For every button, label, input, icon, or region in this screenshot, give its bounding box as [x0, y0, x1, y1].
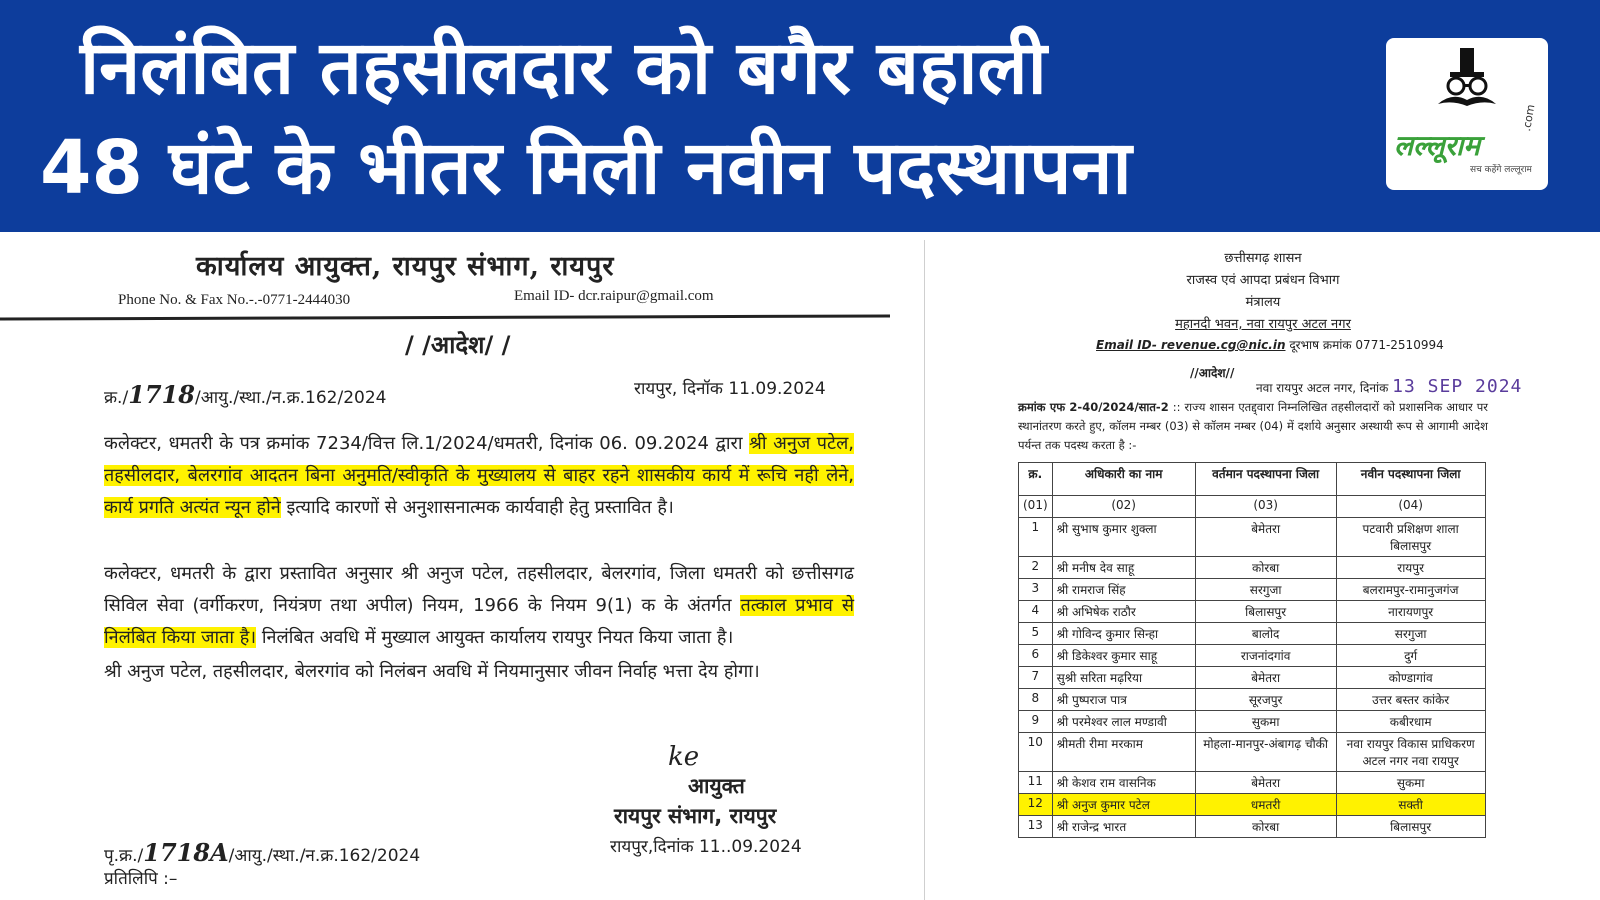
row-number: 3: [1019, 579, 1053, 601]
date-stamp: 13 SEP 2024: [1392, 376, 1523, 397]
new-posting: सरगुजा: [1336, 623, 1485, 645]
officer-name: श्रीमती रीमा मरकाम: [1052, 733, 1195, 772]
officer-name: श्री मनीष देव साहू: [1052, 557, 1195, 579]
current-posting: बेमेतरा: [1195, 772, 1336, 794]
table-row: [1019, 689, 1486, 711]
column-header: क्र.: [1019, 463, 1053, 496]
row-number: 1: [1019, 518, 1053, 557]
headline-line-1: निलंबित तहसीलदार को बगैर बहाली: [80, 25, 1047, 111]
current-posting: बिलासपुर: [1195, 601, 1336, 623]
order-heading: / /आदेश/ /: [405, 331, 511, 359]
signatory-title: आयुक्त: [688, 774, 745, 798]
table-row: [1019, 601, 1486, 623]
current-posting: बालोद: [1195, 623, 1336, 645]
table-row: [1019, 711, 1486, 733]
officer-name: श्री केशव राम वासनिक: [1052, 772, 1195, 794]
row-number: 8: [1019, 689, 1053, 711]
row-number: 10: [1019, 733, 1053, 772]
contact-line: Email ID- revenue.cg@nic.in दूरभाष क्रमांक 0771-2510994: [1096, 338, 1444, 352]
officer-name: श्री डिकेश्वर कुमार साहू: [1052, 645, 1195, 667]
headline-line-2: 48 घंटे के भीतर मिली नवीन पदस्थापना: [40, 125, 1132, 211]
new-posting: बलरामपुर-रामानुजगंज: [1336, 579, 1485, 601]
officer-name: श्री अभिषेक राठौर: [1052, 601, 1195, 623]
new-posting: नवा रायपुर विकास प्राधिकरण अटल नगर नवा रायपुर: [1336, 733, 1485, 772]
copy-label: प्रतिलिपि :–: [104, 869, 178, 889]
table-row: [1019, 518, 1486, 557]
document-divider: [924, 240, 925, 900]
order-text: क्रमांक एफ 2-40/2024/सात-2 :: राज्य शासन एतद्द्वारा निम्नलिखित तहसीलदारों को प्रशासनिक आधार पर स्थानांतरण करते हुए, कॉलम नम्बर (03) से कॉलम नम्बर (04) में दर्शाये अनुसार अस्थायी रूप से आगामी आदेश पर्यन्त तक पदस्थ करता है :-: [1018, 400, 1488, 452]
new-posting: पटवारी प्रशिक्षण शाला बिलासपुर: [1336, 518, 1485, 557]
row-number: 7: [1019, 667, 1053, 689]
paragraph-2: कलेक्टर, धमतरी के द्वारा प्रस्तावित अनुसार श्री अनुज पटेल, तहसीलदार, बेलरगांव, जिला धमतरी को छत्तीसगढ सिविल सेवा (वर्गीकरण, नियंत्रण तथा अपील) नियम, 1966 के नियम 9(1) क के अंतर्गत तत्काल प्रभाव से निलंबित किया जाता है। निलंबित अवधि में मुख्याल आयुक्त कार्यालय रायपुर नियत किया जाता है।: [104, 563, 854, 648]
row-number: 12: [1019, 794, 1053, 816]
current-posting: सुकमा: [1195, 711, 1336, 733]
column-header: अधिकारी का नाम: [1052, 463, 1195, 496]
endorsement-number: पृ.क्र./1718A/आयु./स्था./न.क्र.162/2024: [104, 838, 421, 867]
row-number: 5: [1019, 623, 1053, 645]
officer-name: सुश्री सरिता मढ़रिया: [1052, 667, 1195, 689]
new-posting: सक्ती: [1336, 794, 1485, 816]
order-heading: //आदेश//: [1190, 366, 1235, 380]
officer-name: श्री गोविन्द कुमार सिन्हा: [1052, 623, 1195, 645]
row-number: 6: [1019, 645, 1053, 667]
new-posting: सुकमा: [1336, 772, 1485, 794]
column-header: वर्तमान पदस्थापना जिला: [1195, 463, 1336, 496]
new-posting: रायपुर: [1336, 557, 1485, 579]
new-posting: कोण्डागांव: [1336, 667, 1485, 689]
headline: [40, 18, 1340, 218]
current-posting: धमतरी: [1195, 794, 1336, 816]
gov-line-4: महानदी भवन, नवा रायपुर अटल नगर: [1175, 317, 1351, 332]
column-number: (04): [1336, 496, 1485, 518]
transfer-table: [1018, 462, 1486, 838]
transfer-order-document: [926, 232, 1600, 900]
officer-name: श्री राजेन्द्र भारत: [1052, 816, 1195, 838]
new-posting: कबीरधाम: [1336, 711, 1485, 733]
current-posting: सरगुजा: [1195, 579, 1336, 601]
column-number: (03): [1195, 496, 1336, 518]
table-row: [1019, 794, 1486, 816]
logo-dotcom: .com: [1520, 103, 1538, 133]
logo-tagline: सच कहेंगे लल्लूराम: [1470, 165, 1532, 175]
header-banner: [0, 0, 1600, 232]
table-row: [1019, 645, 1486, 667]
officer-name: श्री सुभाष कुमार शुक्ला: [1052, 518, 1195, 557]
logo-wordmark: लल्लूराम: [1394, 129, 1481, 162]
suspension-order-document: [0, 232, 916, 900]
order-date: नवा रायपुर अटल नगर, दिनांक 13 SEP 2024: [1256, 376, 1523, 397]
reference-number: क्र./1718/आयु./स्था./न.क्र.162/2024: [104, 380, 387, 409]
column-number: (02): [1052, 496, 1195, 518]
gov-line-3: मंत्रालय: [1245, 295, 1281, 310]
new-posting: नारायणपुर: [1336, 601, 1485, 623]
office-email: Email ID- dcr.raipur@gmail.com: [514, 288, 714, 304]
new-posting: उत्तर बस्तर कांकेर: [1336, 689, 1485, 711]
gov-line-2: राजस्व एवं आपदा प्रबंधन विभाग: [1186, 273, 1340, 288]
column-header: नवीन पदस्थापना जिला: [1336, 463, 1485, 496]
row-number: 13: [1019, 816, 1053, 838]
signatory-office: रायपुर संभाग, रायपुर: [614, 804, 777, 828]
current-posting: मोहला-मानपुर-अंबागढ़ चौकी: [1195, 733, 1336, 772]
order-date: रायपुर, दिनॉक 11.09.2024: [634, 379, 826, 399]
highlighted-text: तत्काल प्रभाव से निलंबित किया जाता है।: [104, 595, 854, 648]
gov-line-1: छत्तीसगढ़ शासन: [1224, 251, 1302, 266]
header-rule: [0, 314, 890, 320]
table-colnum-row: [1019, 496, 1486, 518]
row-number: 11: [1019, 772, 1053, 794]
office-title: कार्यालय आयुक्त, रायपुर संभाग, रायपुर: [196, 251, 615, 282]
row-number: 9: [1019, 711, 1053, 733]
table-header-row: [1019, 463, 1486, 496]
new-posting: दुर्ग: [1336, 645, 1485, 667]
paragraph-1: कलेक्टर, धमतरी के पत्र क्रमांक 7234/वित्त लि.1/2024/धमतरी, दिनांक 06. 09.2024 द्वारा श्री अनुज पटेल, तहसीलदार, बेलरगांव आदतन बिना अनुमति/स्वीकृति के मुख्यालय से बाहर रहने शासकीय कार्य में रूचि नही लेने, कार्य प्रगति अत्यंत न्यून होने इत्यादि कारणों से अनुशासनात्मक कार्यवाही हेतु प्रस्तावित है।: [104, 433, 855, 518]
site-logo[interactable]: [1386, 38, 1548, 190]
table-row: [1019, 667, 1486, 689]
current-posting: कोरबा: [1195, 816, 1336, 838]
current-posting: बेमेतरा: [1195, 518, 1336, 557]
signature: ke: [668, 742, 700, 772]
current-posting: बेमेतरा: [1195, 667, 1336, 689]
officer-name: श्री अनुज कुमार पटेल: [1052, 794, 1195, 816]
table-row: [1019, 579, 1486, 601]
table-row: [1019, 623, 1486, 645]
signature-date: रायपुर,दिनांक 11..09.2024: [610, 837, 802, 857]
row-number: 4: [1019, 601, 1053, 623]
officer-name: श्री रामराज सिंह: [1052, 579, 1195, 601]
current-posting: सूरजपुर: [1195, 689, 1336, 711]
row-number: 2: [1019, 557, 1053, 579]
table-row: [1019, 772, 1486, 794]
current-posting: राजनांदगांव: [1195, 645, 1336, 667]
highlighted-text: श्री अनुज पटेल, तहसीलदार, बेलरगांव आदतन बिना अनुमति/स्वीकृति के मुख्यालय से बाहर रहने शासकीय कार्य में रूचि नही लेने, कार्य प्रगति अत्यंत न्यून होने: [104, 433, 855, 518]
table-row: [1019, 733, 1486, 772]
table-row: [1019, 816, 1486, 838]
table-row: [1019, 557, 1486, 579]
column-number: (01): [1019, 496, 1053, 518]
officer-name: श्री पुष्पराज पात्र: [1052, 689, 1195, 711]
phone-fax: Phone No. & Fax No.-.-0771-2444030: [118, 292, 351, 308]
officer-name: श्री परमेश्वर लाल मण्डावी: [1052, 711, 1195, 733]
paragraph-3: श्री अनुज पटेल, तहसीलदार, बेलरगांव को निलंबन अवधि में नियमानुसार जीवन निर्वाह भत्ता देय होगा।: [104, 661, 760, 682]
new-posting: बिलासपुर: [1336, 816, 1485, 838]
current-posting: कोरबा: [1195, 557, 1336, 579]
